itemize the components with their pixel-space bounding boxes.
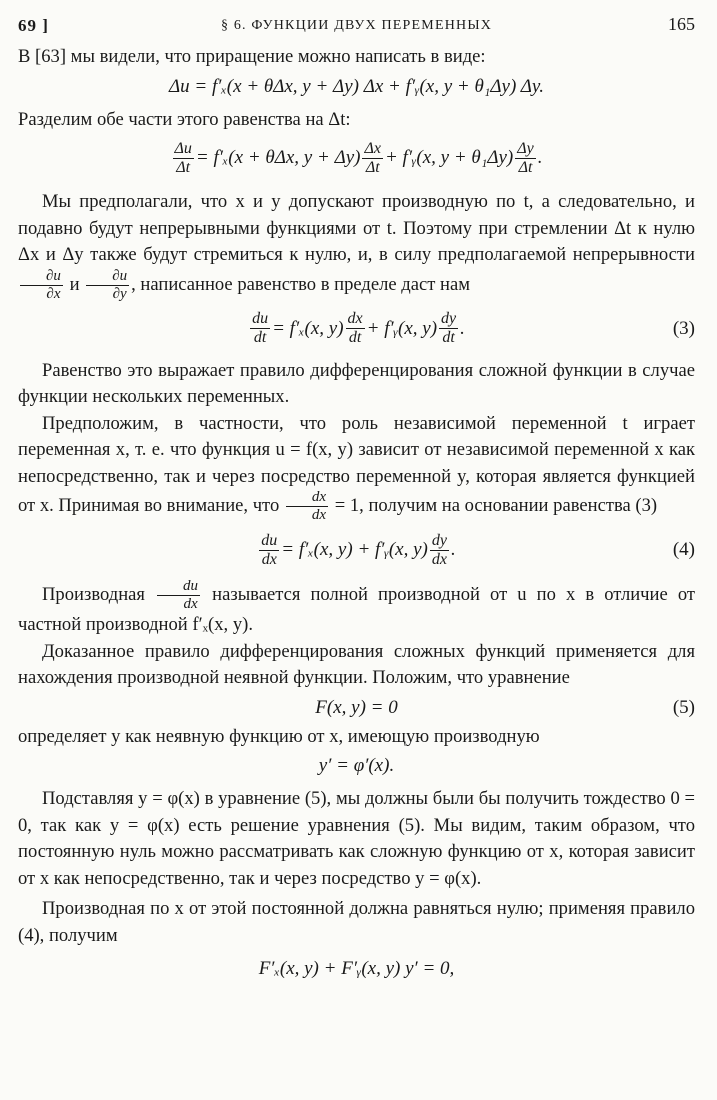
equation-number: (5) <box>672 696 695 718</box>
equation-part: . <box>460 317 465 339</box>
equation-part: . <box>450 539 456 560</box>
equation-derivative: y′ = φ′(x). <box>318 755 395 776</box>
equation-number: (3) <box>672 317 695 339</box>
text-run: и <box>69 273 80 295</box>
text-run: Предположим, в частности, что роль независимой переменной t играет переменная x, т. е. что функция u = f(x, y) зависит от независимой переменной x как непосредственно, так и через посредство переменной y, которая является функцией от x. Принимая во внимание, что <box>18 412 695 516</box>
paragraph-7: Доказанное правило дифференцирования сложных функций применяется для нахождения производной неявной функции. Положим, что уравнение <box>18 640 695 688</box>
paragraph-9: Подставляя y = φ(x) в уравнение (5), мы должны были бы получить тождество 0 = 0, так как y = φ(x) есть решение уравнения (5). Мы видим, таким образом, что постоянную нуль можно рассматривать как сложную функцию от x, которая зависит от x как непосредственно, так и через посредство y = φ(x). <box>18 788 695 889</box>
equation-3 <box>18 304 695 354</box>
fraction: $\frac{dy}{dt}$ <box>441 310 457 346</box>
fraction: $\frac{dx}{dt}$ <box>347 310 363 346</box>
fraction: $\frac{\partial u}{\partial x}$ <box>20 269 63 302</box>
equation-part: . <box>537 147 543 168</box>
running-header <box>18 10 695 44</box>
fraction: $\frac{du}{dx}$ <box>157 579 200 612</box>
equation-part: + f′ᵧ(x, y) <box>366 317 438 339</box>
equation-part: F(x, y) = 0 <box>315 696 398 718</box>
fraction: $\frac{dy}{dx}$ <box>431 531 447 568</box>
paragraph-8: определяет y как неявную функцию от x, имеющую производную <box>18 725 540 747</box>
running-title: § 6. ФУНКЦИИ ДВУХ ПЕРЕМЕННЫХ <box>220 18 493 33</box>
equation-part: = f′ₓ(x, y) <box>272 317 344 339</box>
text-run: называется полной производной от u по x в отличие от частной производной f′ₓ(x, y). <box>18 583 695 635</box>
equation-divided <box>18 133 695 183</box>
equation-implicit: F′ₓ(x, y) + F′ᵧ(x, y) y′ = 0, <box>258 958 455 979</box>
paragraph-3 <box>18 189 695 302</box>
fraction: $\frac{\Delta u}{\Delta t}$ <box>174 139 192 176</box>
equation-5 <box>18 694 695 722</box>
fraction: $\frac{dx}{dx}$ <box>286 490 328 523</box>
section-marker: 69 ] <box>18 16 49 35</box>
equation-part: + f′ᵧ(x, y + θ₁Δy) <box>384 147 514 168</box>
fraction: $\frac{\partial u}{\partial y}$ <box>86 269 129 302</box>
paragraph-1: В [63] мы видели, что приращение можно написать в виде: <box>18 46 486 67</box>
equation-increment: Δu = f′ₓ(x + θΔx, y + Δy) Δx + f′ᵧ(x, y + θ₁Δy) Δy. <box>169 75 544 97</box>
paragraph-5 <box>18 411 695 524</box>
paragraph-10: Производная по x от этой постоянной должна равняться нулю; применяя правило (4), получим <box>18 898 695 946</box>
equation-part: = f′ₓ(x + θΔx, y + Δy) <box>195 147 361 168</box>
text-run: = 1, получим на основании равенства (3) <box>334 494 658 516</box>
equation-part: = f′ₓ(x, y) + f′ᵧ(x, y) <box>281 539 428 560</box>
paragraph-2: Разделим обе части этого равенства на Δt: <box>18 108 351 130</box>
equation-4 <box>18 525 695 575</box>
fraction: $\frac{\Delta y}{\Delta t}$ <box>517 139 534 176</box>
text-run: Мы предполагали, что x и y допускают производную по t, а следовательно, и подавно будут непрерывными функциями от t. Поэтому при стремлении Δt к нулю Δx и Δy также будут стремиться к нулю, и, в силу предполагаемой непрерывности <box>18 191 695 265</box>
fraction: $\frac{\Delta x}{\Delta t}$ <box>364 139 381 176</box>
paragraph-6 <box>18 579 695 639</box>
equation-number: (4) <box>672 539 695 560</box>
fraction: $\frac{du}{dx}$ <box>261 531 278 568</box>
page-number: 165 <box>668 14 695 34</box>
fraction: $\frac{du}{dt}$ <box>252 310 269 346</box>
text-run: , написанное равенство в пределе даст нам <box>131 273 471 295</box>
text-run: Производная <box>42 583 145 605</box>
paragraph-4: Равенство это выражает правило дифференцирования сложной функции в случае функции нескольких переменных. <box>18 359 695 407</box>
